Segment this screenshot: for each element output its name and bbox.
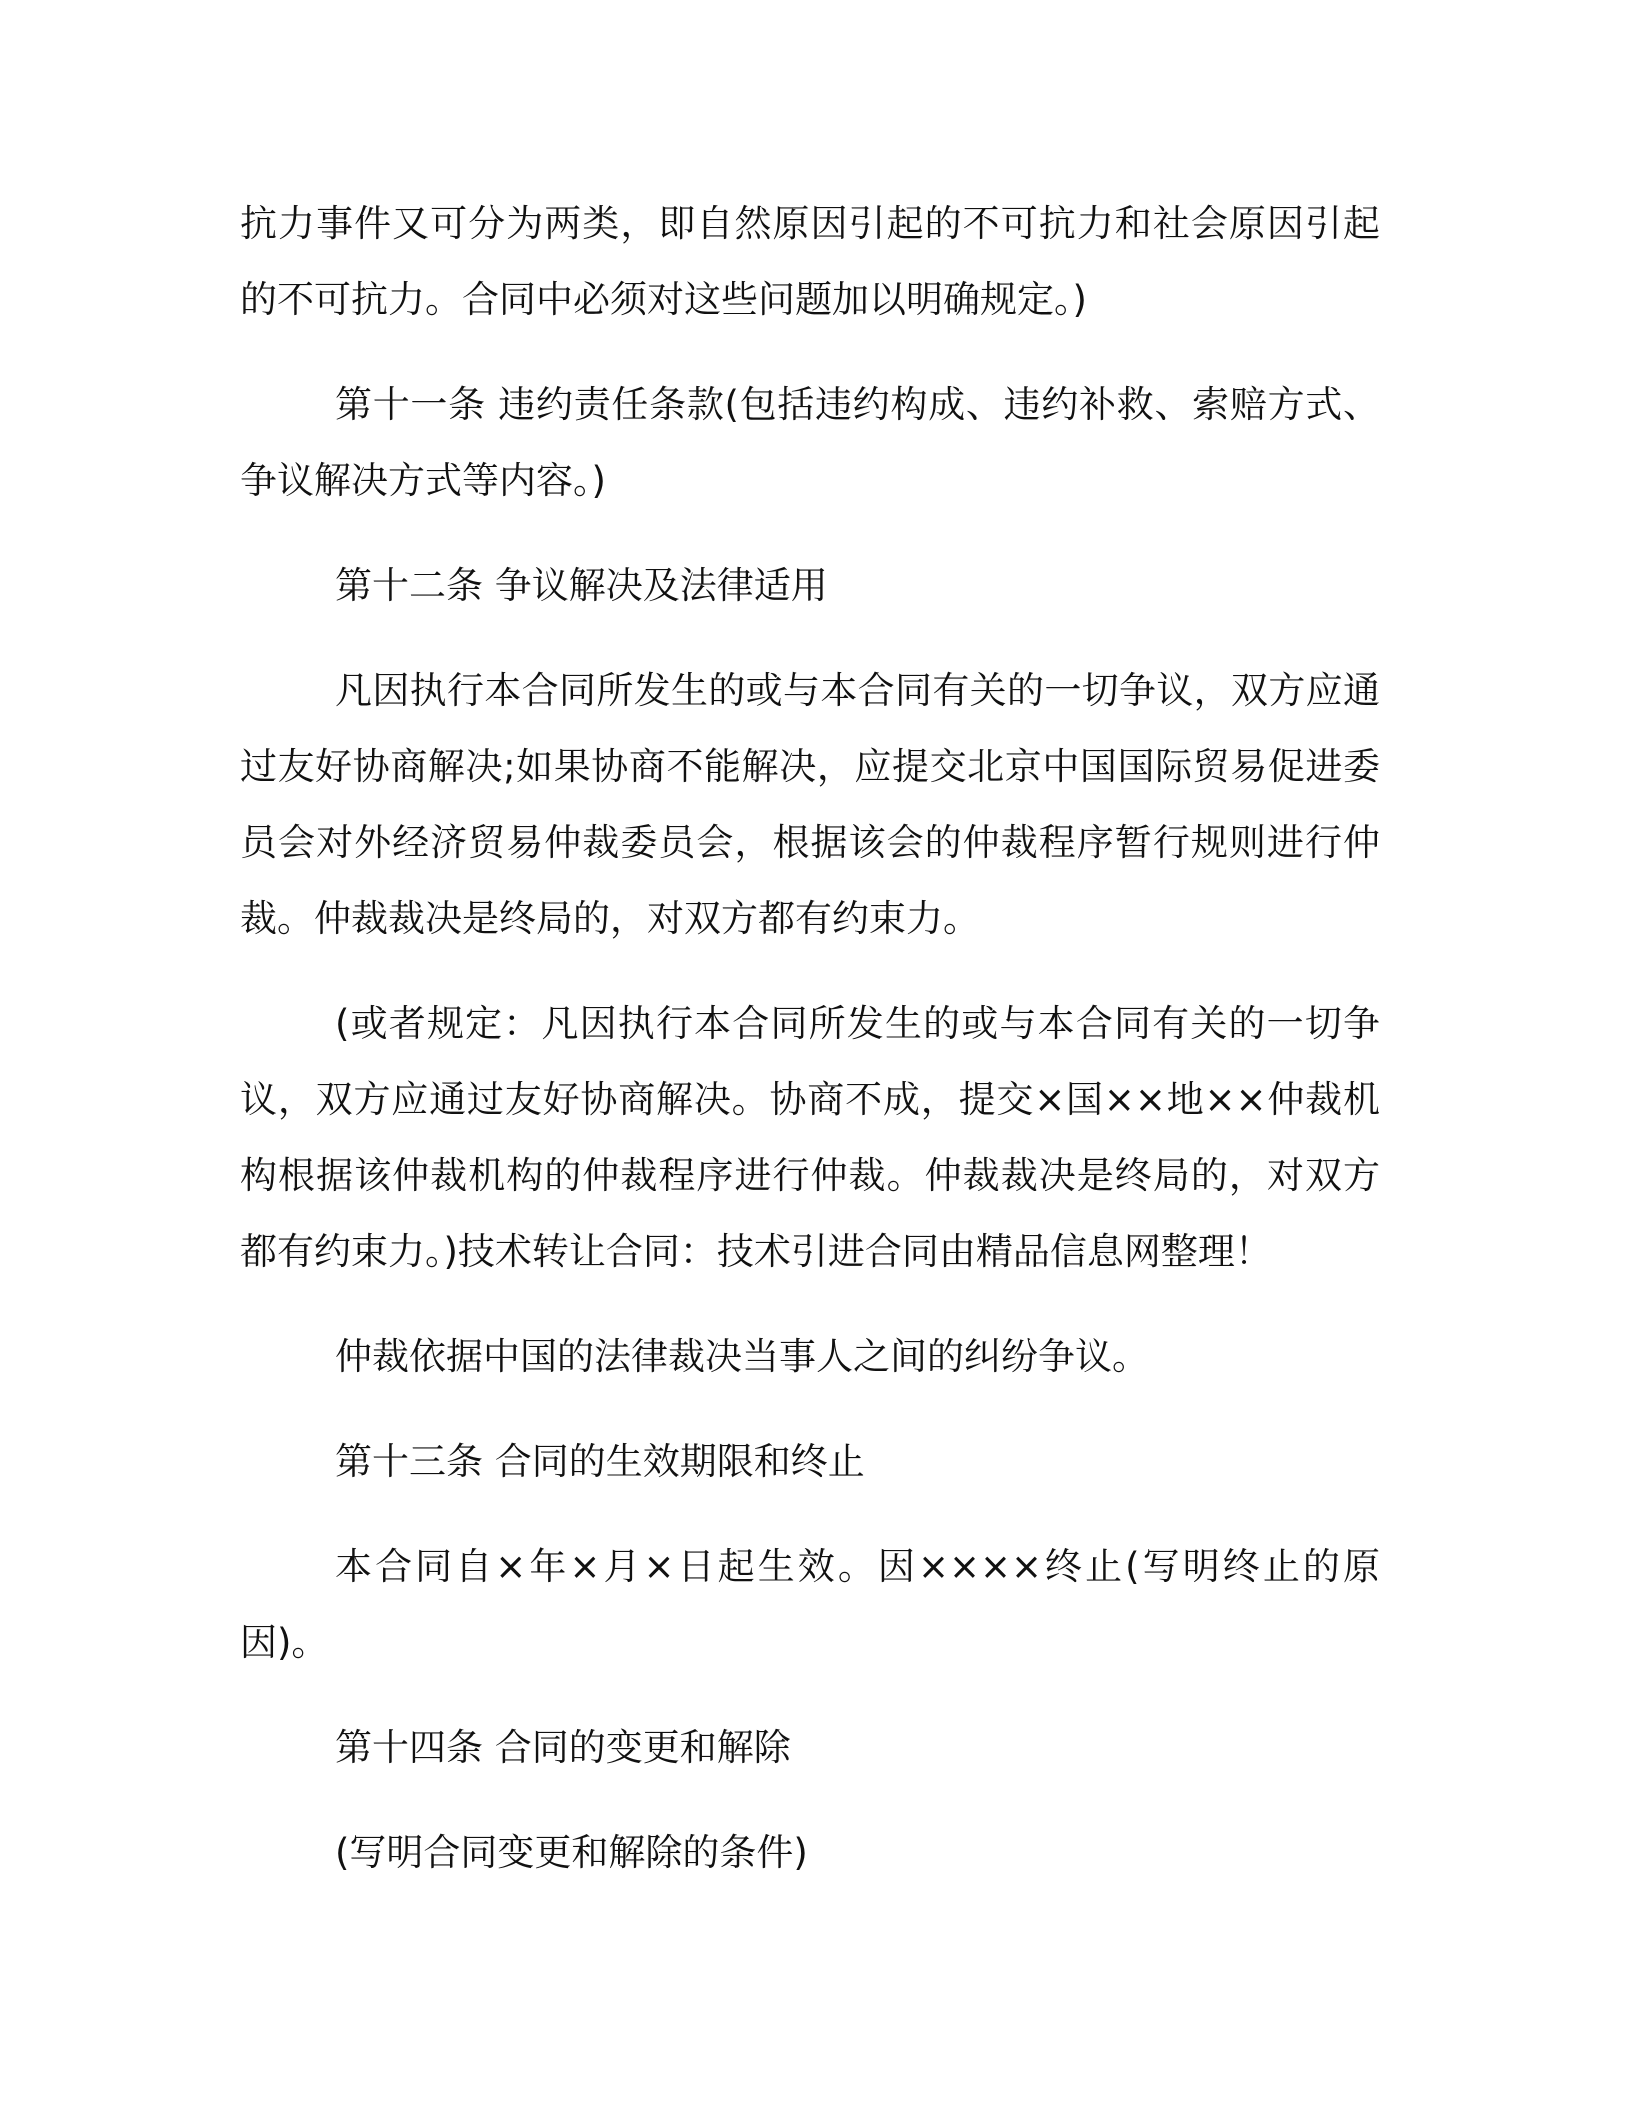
paragraph-arbitration-clause: 凡因执行本合同所发生的或与本合同有关的一切争议，双方应通过友好协商解决;如果协商不能解决，应提交北京中国国际贸易促进委员会对外经济贸易仲裁委员会，根据该会的仲裁程序暂行规则进行仲裁。仲裁裁决是终局的，对双方都有约束力。: [240, 669, 1380, 940]
paragraph-force-majeure-continued: 抗力事件又可分为两类，即自然原因引起的不可抗力和社会原因引起的不可抗力。合同中必须对这些问题加以明确规定。): [240, 202, 1380, 321]
paragraph-article-14-heading: 第十四条 合同的变更和解除: [335, 1726, 791, 1769]
document-body: [240, 186, 1380, 1920]
paragraph-article-11: 第十一条 违约责任条款(包括违约构成、违约补救、索赔方式、争议解决方式等内容。): [240, 383, 1380, 502]
paragraph-applicable-law: 仲裁依据中国的法律裁决当事人之间的纠纷争议。: [335, 1335, 1149, 1378]
paragraph-article-13-heading: 第十三条 合同的生效期限和终止: [335, 1440, 865, 1483]
paragraph-article-12-heading: 第十二条 争议解决及法律适用: [335, 564, 828, 607]
paragraph-alternative-arbitration: (或者规定：凡因执行本合同所发生的或与本合同有关的一切争议，双方应通过友好协商解决。协商不成，提交×国××地××仲裁机构根据该仲裁机构的仲裁程序进行仲裁。仲裁裁决是终局的，对双方都有约束力。)技术转让合同：技术引进合同由精品信息网整理！: [240, 1002, 1380, 1273]
paragraph-modification-conditions: (写明合同变更和解除的条件): [335, 1831, 808, 1874]
paragraph-effective-date: 本合同自×年×月×日起生效。因××××终止(写明终止的原因)。: [240, 1545, 1380, 1664]
